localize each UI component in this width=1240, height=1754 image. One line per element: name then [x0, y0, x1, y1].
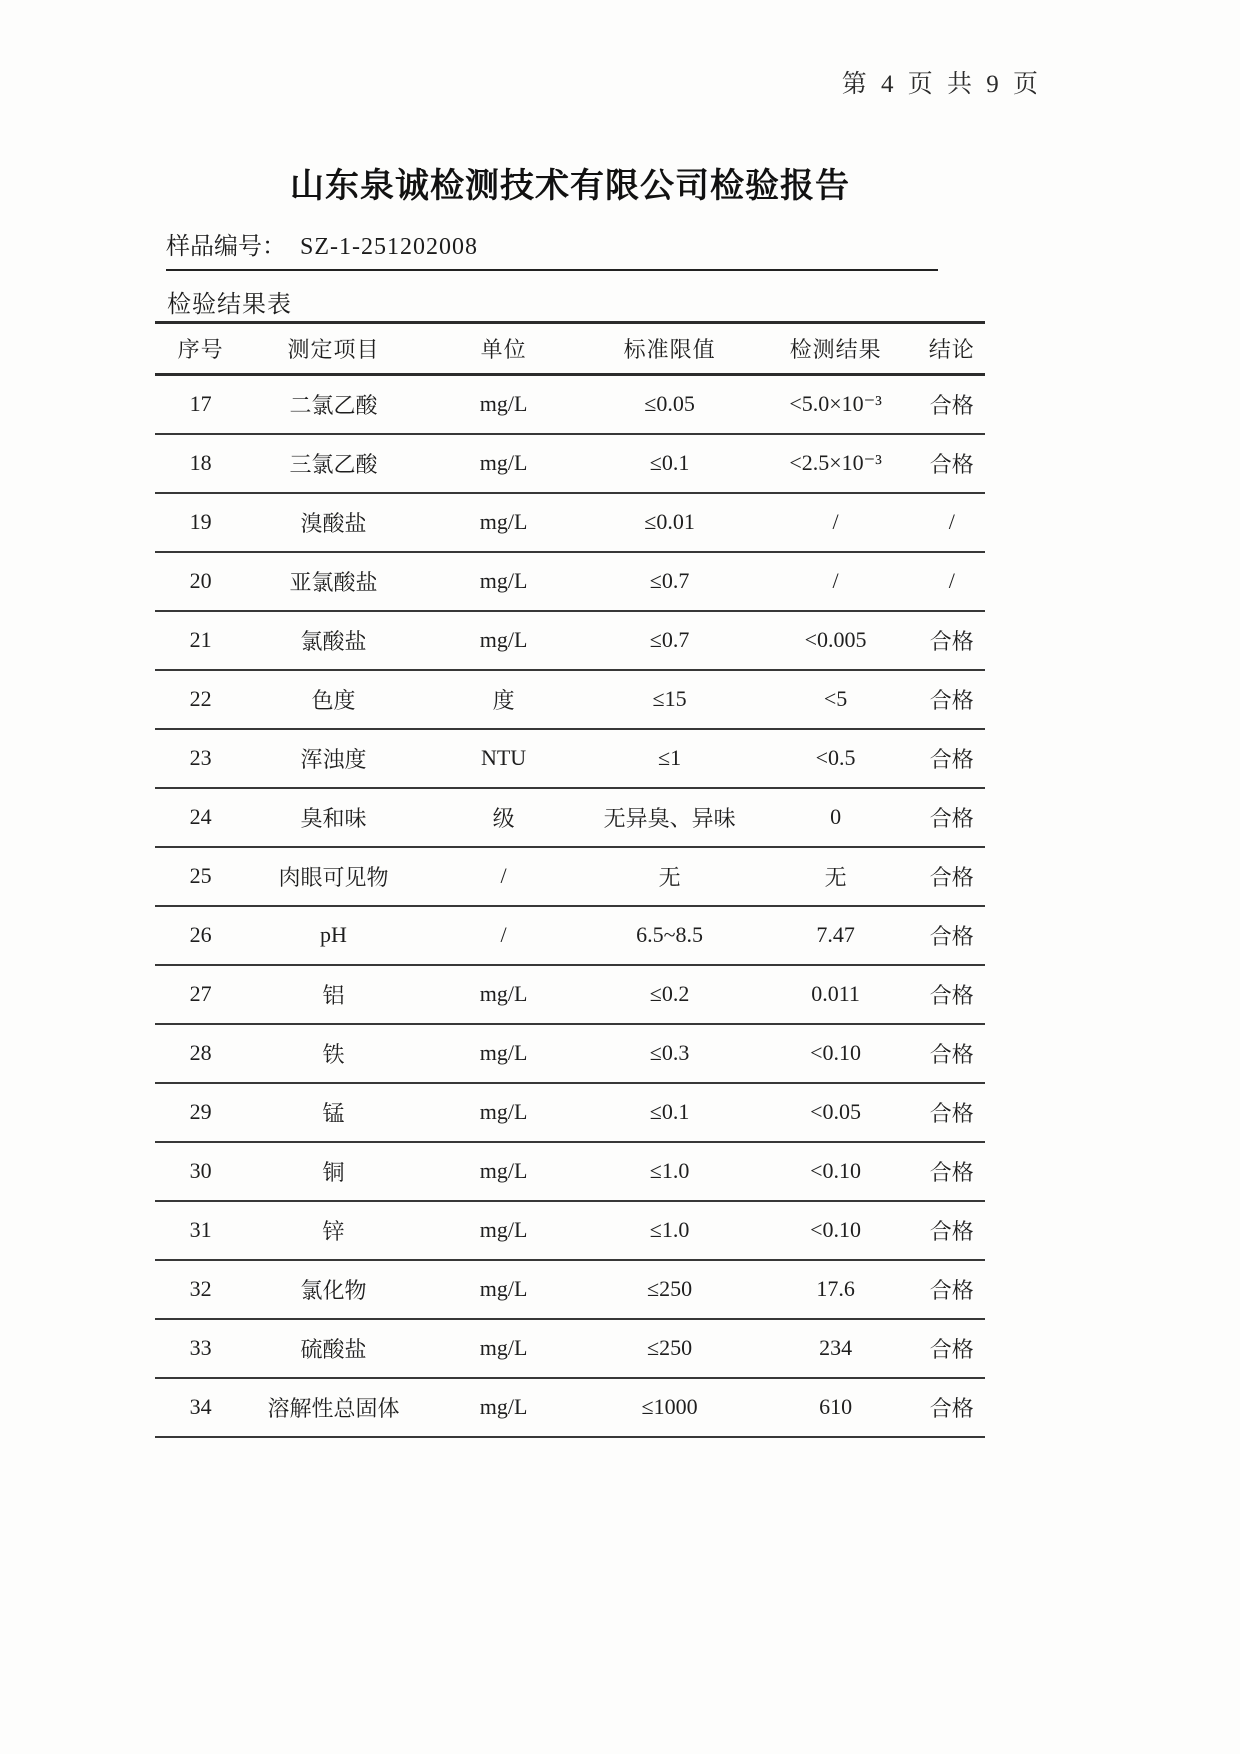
cell-item: pH [246, 906, 420, 965]
table-row [155, 906, 985, 965]
cell-limit: ≤250 [587, 1260, 753, 1319]
cell-conclusion: 合格 [919, 1024, 985, 1083]
cell-conclusion: 合格 [919, 729, 985, 788]
cell-item: 氯酸盐 [246, 611, 420, 670]
cell-seq: 33 [155, 1319, 246, 1378]
column-header-item: 测定项目 [246, 323, 420, 375]
cell-conclusion: 合格 [919, 611, 985, 670]
cell-result: <5 [753, 670, 919, 729]
results-table [155, 321, 985, 1438]
cell-result: 0 [753, 788, 919, 847]
cell-conclusion: / [919, 552, 985, 611]
results-table-caption: 检验结果表 [167, 292, 292, 318]
column-header-limit: 标准限值 [587, 323, 753, 375]
cell-seq: 32 [155, 1260, 246, 1319]
cell-unit: mg/L [421, 1378, 587, 1437]
cell-unit: mg/L [421, 965, 587, 1024]
page-number: 第 4 页 共 9 页 [841, 71, 1042, 98]
cell-result: <0.10 [753, 1142, 919, 1201]
table-row [155, 1024, 985, 1083]
cell-item: 溴酸盐 [246, 493, 420, 552]
table-row [155, 965, 985, 1024]
cell-limit: ≤1 [587, 729, 753, 788]
report-title: 山东泉诚检测技术有限公司检验报告 [290, 168, 850, 205]
cell-limit: ≤0.2 [587, 965, 753, 1024]
cell-seq: 30 [155, 1142, 246, 1201]
cell-unit: NTU [421, 729, 587, 788]
cell-item: 二氯乙酸 [246, 375, 420, 434]
cell-conclusion: 合格 [919, 1083, 985, 1142]
cell-limit: ≤0.3 [587, 1024, 753, 1083]
cell-seq: 19 [155, 493, 246, 552]
cell-seq: 17 [155, 375, 246, 434]
cell-seq: 21 [155, 611, 246, 670]
cell-item: 铝 [246, 965, 420, 1024]
cell-conclusion: / [919, 493, 985, 552]
cell-item: 锌 [246, 1201, 420, 1260]
table-row [155, 788, 985, 847]
cell-limit: 无 [587, 847, 753, 906]
cell-item: 肉眼可见物 [246, 847, 420, 906]
cell-result: <0.05 [753, 1083, 919, 1142]
table-row [155, 1083, 985, 1142]
cell-unit: / [421, 906, 587, 965]
cell-result: <0.5 [753, 729, 919, 788]
cell-limit: 6.5~8.5 [587, 906, 753, 965]
cell-item: 浑浊度 [246, 729, 420, 788]
cell-unit: mg/L [421, 552, 587, 611]
cell-limit: ≤250 [587, 1319, 753, 1378]
cell-result: 610 [753, 1378, 919, 1437]
cell-conclusion: 合格 [919, 1319, 985, 1378]
cell-limit: ≤0.1 [587, 1083, 753, 1142]
cell-conclusion: 合格 [919, 906, 985, 965]
table-row [155, 611, 985, 670]
cell-item: 溶解性总固体 [246, 1378, 420, 1437]
cell-seq: 23 [155, 729, 246, 788]
cell-unit: 度 [421, 670, 587, 729]
table-row [155, 670, 985, 729]
cell-limit: ≤0.1 [587, 434, 753, 493]
cell-limit: 无异臭、异味 [587, 788, 753, 847]
table-row [155, 493, 985, 552]
cell-conclusion: 合格 [919, 670, 985, 729]
cell-unit: mg/L [421, 1260, 587, 1319]
cell-unit: / [421, 847, 587, 906]
table-row [155, 729, 985, 788]
results-table-header [155, 323, 985, 375]
cell-item: 臭和味 [246, 788, 420, 847]
cell-unit: mg/L [421, 434, 587, 493]
cell-limit: ≤0.7 [587, 611, 753, 670]
cell-unit: mg/L [421, 1142, 587, 1201]
cell-seq: 28 [155, 1024, 246, 1083]
cell-conclusion: 合格 [919, 375, 985, 434]
sample-number-label: 样品编号： [166, 234, 286, 260]
table-row [155, 1201, 985, 1260]
cell-result: <0.10 [753, 1024, 919, 1083]
cell-limit: ≤0.01 [587, 493, 753, 552]
cell-result: / [753, 552, 919, 611]
cell-item: 色度 [246, 670, 420, 729]
cell-conclusion: 合格 [919, 847, 985, 906]
cell-result: <0.005 [753, 611, 919, 670]
cell-seq: 18 [155, 434, 246, 493]
cell-unit: 级 [421, 788, 587, 847]
cell-item: 铜 [246, 1142, 420, 1201]
cell-result: 7.47 [753, 906, 919, 965]
cell-item: 氯化物 [246, 1260, 420, 1319]
sample-number-value: SZ-1-251202008 [300, 234, 478, 260]
cell-conclusion: 合格 [919, 434, 985, 493]
table-row [155, 1319, 985, 1378]
cell-unit: mg/L [421, 493, 587, 552]
cell-item: 铁 [246, 1024, 420, 1083]
cell-limit: ≤1000 [587, 1378, 753, 1437]
column-header-conclusion: 结论 [919, 323, 985, 375]
cell-unit: mg/L [421, 1024, 587, 1083]
cell-seq: 24 [155, 788, 246, 847]
cell-result: <2.5×10⁻³ [753, 434, 919, 493]
cell-conclusion: 合格 [919, 1142, 985, 1201]
cell-unit: mg/L [421, 1319, 587, 1378]
sample-number-line [166, 226, 938, 271]
cell-result: 0.011 [753, 965, 919, 1024]
cell-item: 锰 [246, 1083, 420, 1142]
cell-unit: mg/L [421, 1083, 587, 1142]
cell-item: 硫酸盐 [246, 1319, 420, 1378]
cell-result: / [753, 493, 919, 552]
cell-unit: mg/L [421, 375, 587, 434]
column-header-seq: 序号 [155, 323, 246, 375]
cell-limit: ≤1.0 [587, 1201, 753, 1260]
cell-conclusion: 合格 [919, 1378, 985, 1437]
cell-limit: ≤0.05 [587, 375, 753, 434]
table-row [155, 375, 985, 434]
column-header-result: 检测结果 [753, 323, 919, 375]
results-table-body [155, 375, 985, 1437]
cell-result: 无 [753, 847, 919, 906]
table-row [155, 1142, 985, 1201]
cell-seq: 25 [155, 847, 246, 906]
cell-result: 234 [753, 1319, 919, 1378]
cell-unit: mg/L [421, 611, 587, 670]
cell-conclusion: 合格 [919, 788, 985, 847]
cell-result: <5.0×10⁻³ [753, 375, 919, 434]
cell-seq: 29 [155, 1083, 246, 1142]
table-row [155, 552, 985, 611]
cell-seq: 31 [155, 1201, 246, 1260]
cell-item: 三氯乙酸 [246, 434, 420, 493]
cell-limit: ≤15 [587, 670, 753, 729]
table-row [155, 1260, 985, 1319]
cell-item: 亚氯酸盐 [246, 552, 420, 611]
cell-seq: 22 [155, 670, 246, 729]
cell-seq: 20 [155, 552, 246, 611]
table-row [155, 434, 985, 493]
cell-result: <0.10 [753, 1201, 919, 1260]
table-row [155, 847, 985, 906]
column-header-unit: 单位 [421, 323, 587, 375]
cell-conclusion: 合格 [919, 965, 985, 1024]
cell-seq: 27 [155, 965, 246, 1024]
header-row [155, 323, 985, 375]
cell-result: 17.6 [753, 1260, 919, 1319]
cell-limit: ≤0.7 [587, 552, 753, 611]
cell-seq: 34 [155, 1378, 246, 1437]
cell-limit: ≤1.0 [587, 1142, 753, 1201]
cell-conclusion: 合格 [919, 1201, 985, 1260]
cell-seq: 26 [155, 906, 246, 965]
cell-conclusion: 合格 [919, 1260, 985, 1319]
cell-unit: mg/L [421, 1201, 587, 1260]
table-row [155, 1378, 985, 1437]
